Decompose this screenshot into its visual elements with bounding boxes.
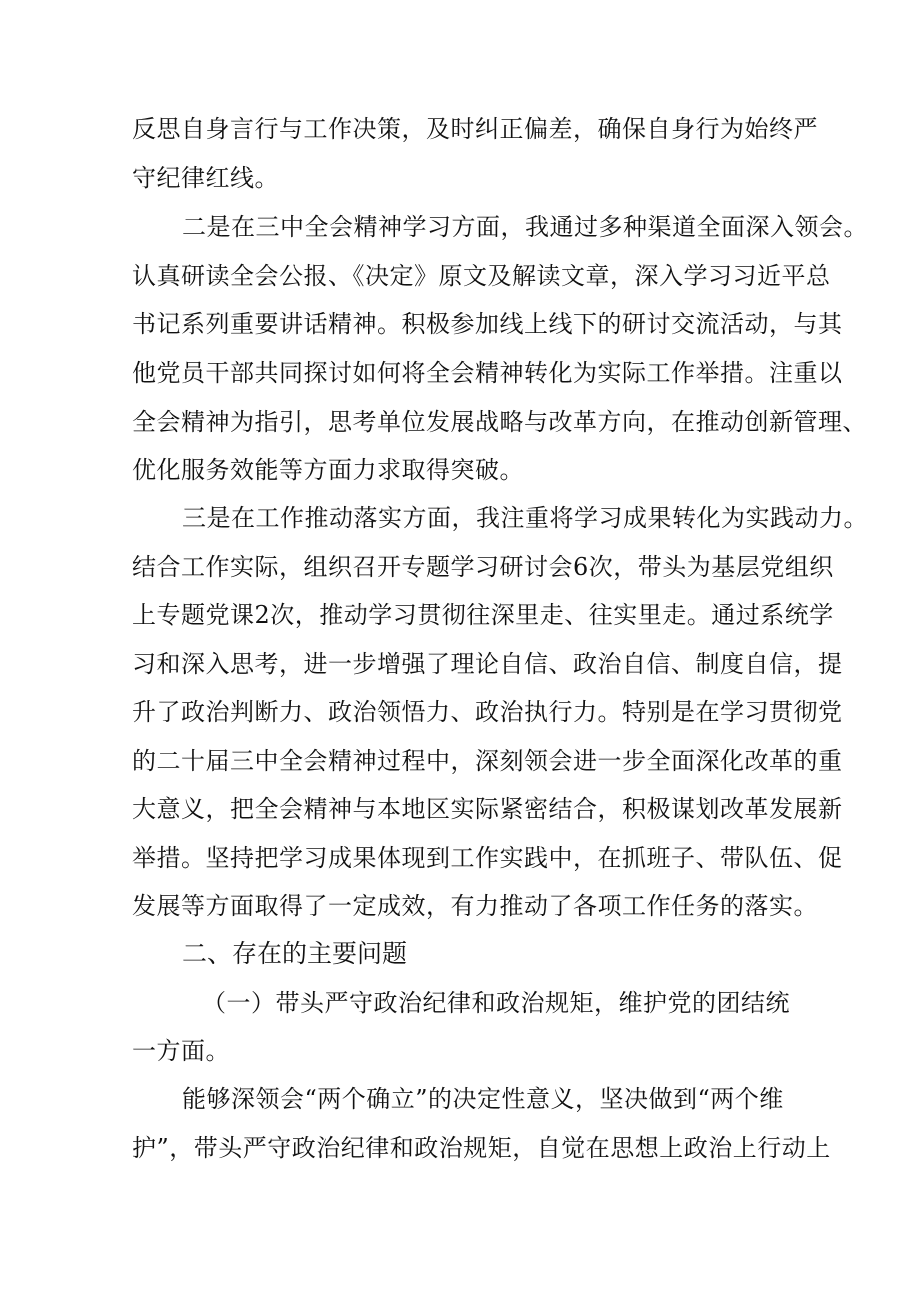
paragraph-line: 升了政治判断力、政治领悟力、政治执行力。特别是在学习贯彻党 xyxy=(132,698,843,726)
subsection-heading-line: 一方面。 xyxy=(132,1037,230,1065)
paragraph-line: 他党员干部共同探讨如何将全会精神转化为实际工作举措。注重以 xyxy=(132,359,843,387)
paragraph-line: 大意义，把全会精神与本地区实际紧密结合，积极谋划改革发展新 xyxy=(132,795,843,823)
paragraph-line: 结合工作实际，组织召开专题学习研讨会6次，带头为基层党组织 xyxy=(132,553,834,581)
paragraph-line: 优化服务效能等方面力求取得突破。 xyxy=(132,456,524,484)
paragraph-line: 三是在工作推动落实方面，我注重将学习成果转化为实践动力。 xyxy=(182,504,868,532)
paragraph-line: 护”，带头严守政治纪律和政治规矩，自觉在思想上政治上行动上 xyxy=(132,1134,831,1162)
subsection-heading-line: （一）带头严守政治纪律和政治规矩，维护党的团结统 xyxy=(202,989,790,1017)
paragraph-line: 书记系列重要讲话精神。积极参加线上线下的研讨交流活动，与其 xyxy=(132,310,843,338)
paragraph-line: 举措。坚持把学习成果体现到工作实践中，在抓班子、带队伍、促 xyxy=(132,844,843,872)
paragraph-line: 习和深入思考，进一步增强了理论自信、政治自信、制度自信，提 xyxy=(132,650,843,678)
section-heading: 二、存在的主要问题 xyxy=(182,939,408,968)
paragraph-line: 全会精神为指引，思考单位发展战略与改革方向，在推动创新管理、 xyxy=(132,408,867,436)
paragraph-line: 守纪律红线。 xyxy=(132,164,279,192)
paragraph-line: 认真研读全会公报、《决定》原文及解读文章，深入学习习近平总 xyxy=(132,262,831,290)
paragraph-line: 的二十届三中全会精神过程中，深刻领会进一步全面深化改革的重 xyxy=(132,747,843,775)
paragraph-line: 发展等方面取得了一定成效，有力推动了各项工作任务的落实。 xyxy=(132,892,818,920)
paragraph-line: 二是在三中全会精神学习方面，我通过多种渠道全面深入领会。 xyxy=(182,213,868,241)
paragraph-line: 上专题党课2次，推动学习贯彻往深里走、往实里走。通过系统学 xyxy=(132,601,834,629)
paragraph-line: 反思自身言行与工作决策，及时纠正偏差，确保自身行为始终严 xyxy=(132,115,818,143)
paragraph-line: 能够深领会“两个确立”的决定性意义，坚决做到“两个维 xyxy=(182,1085,784,1113)
